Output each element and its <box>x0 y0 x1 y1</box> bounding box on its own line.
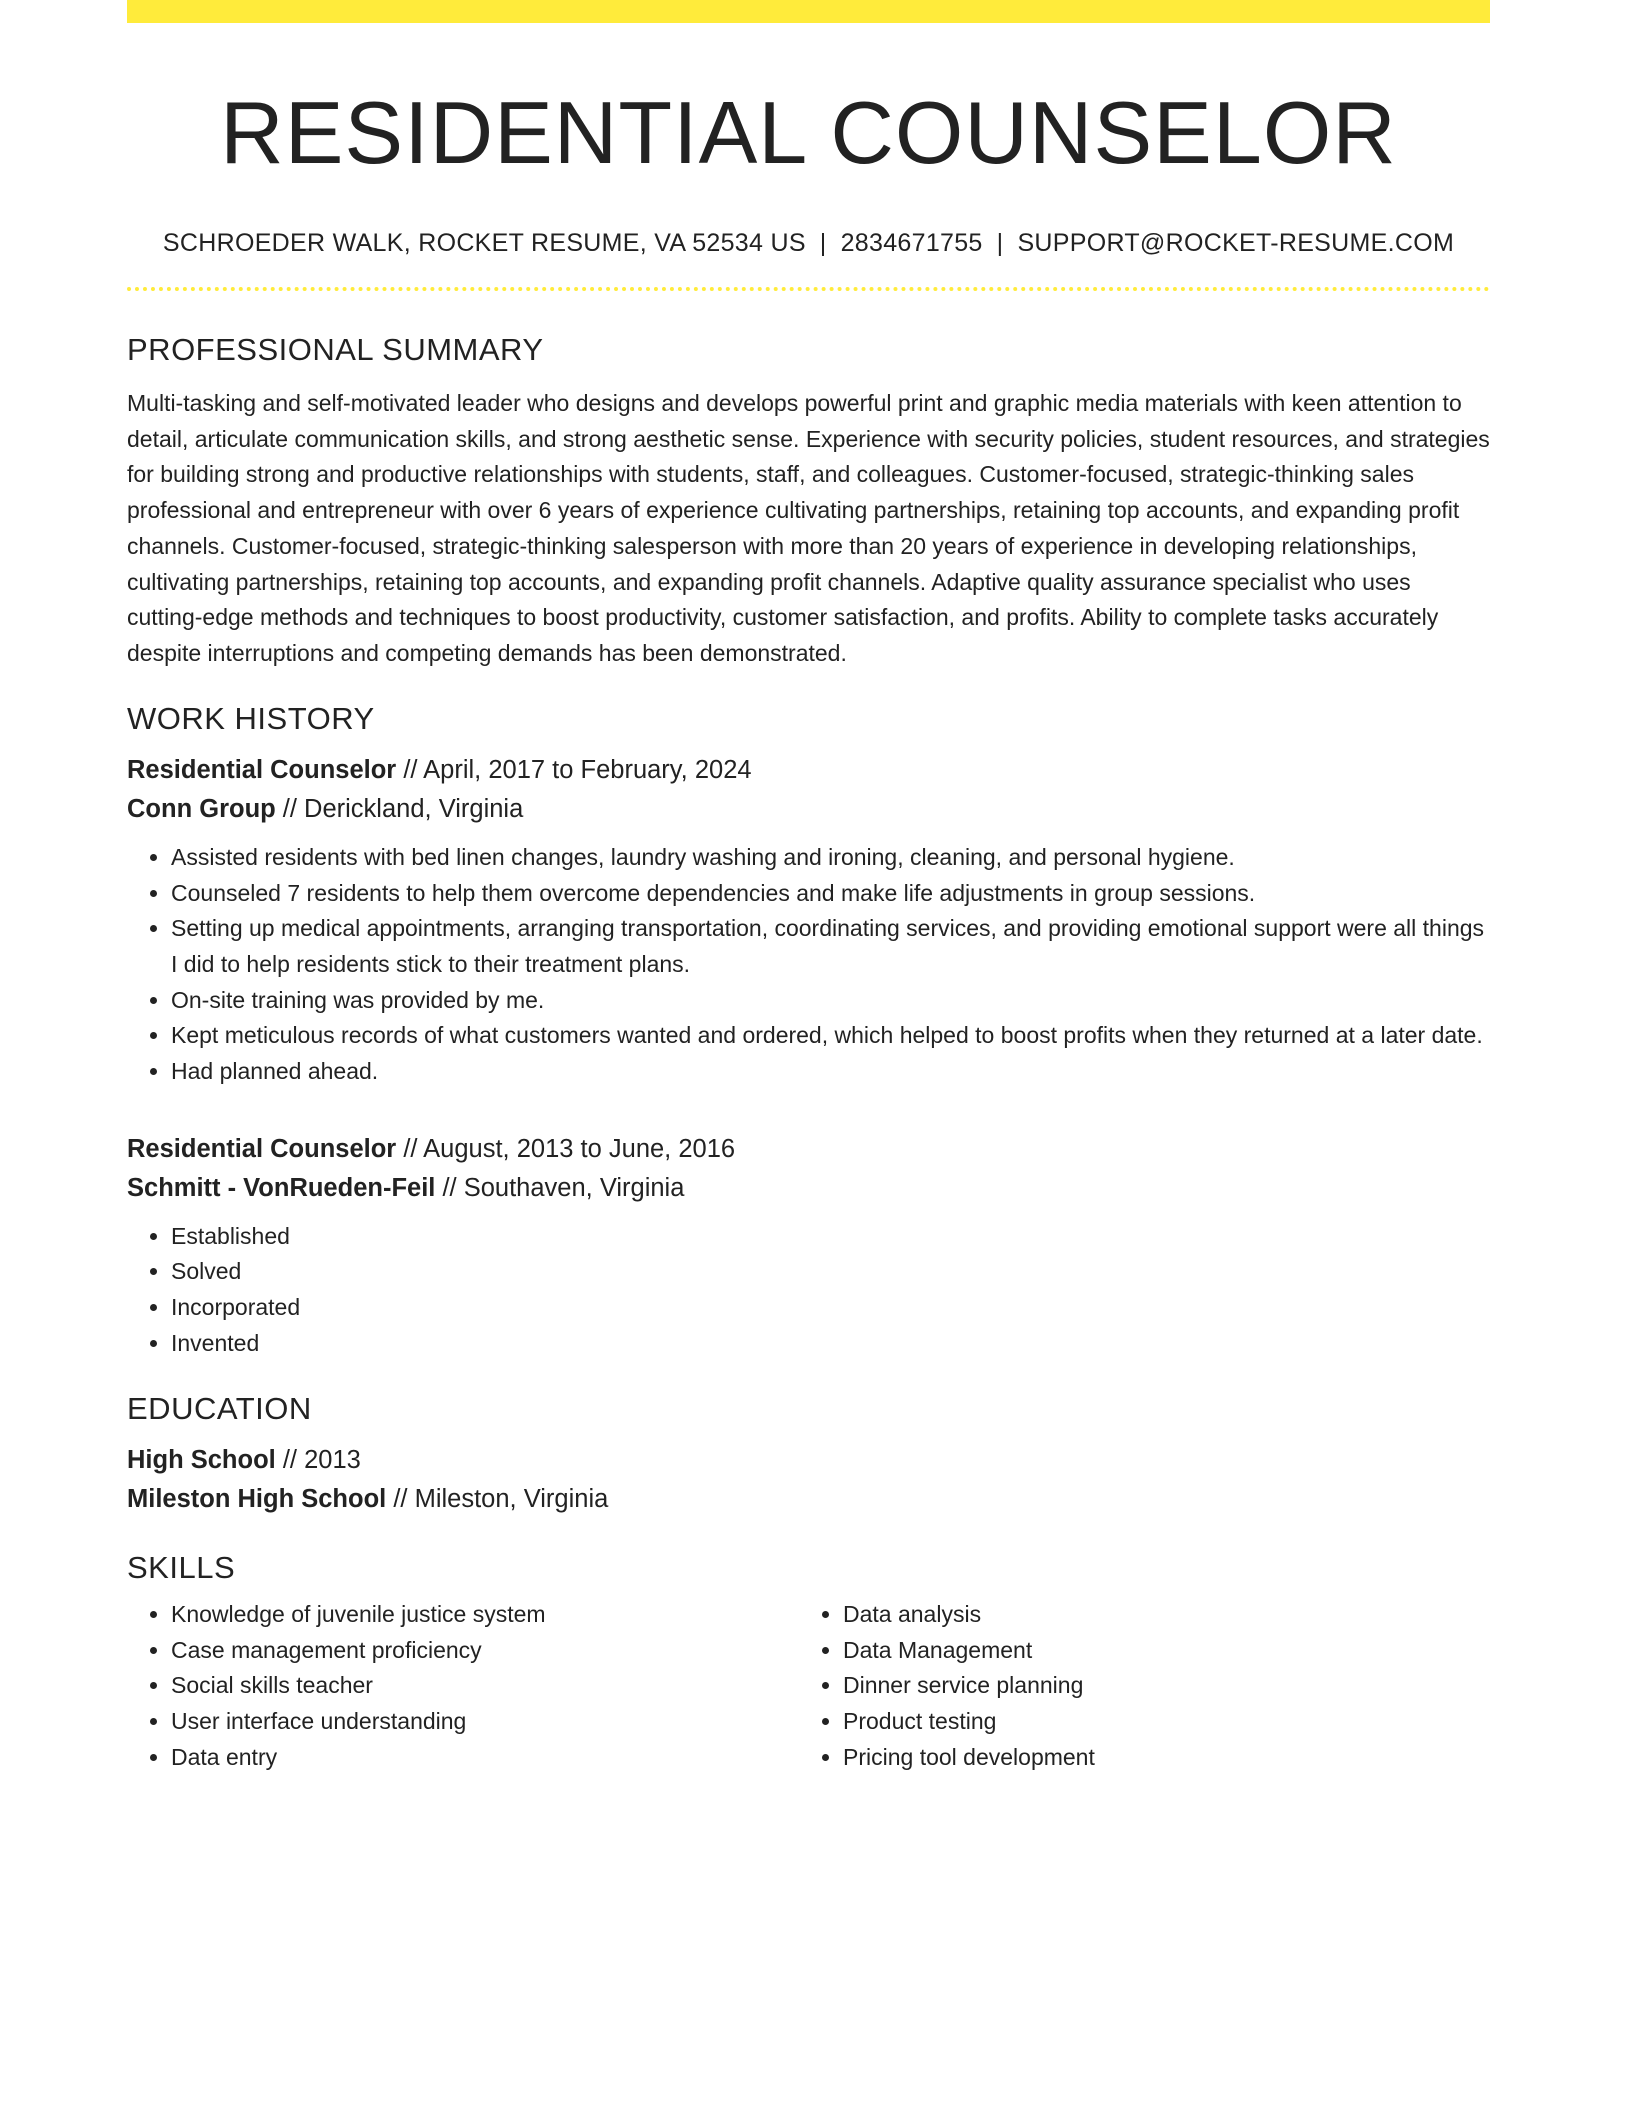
job-role: Residential Counselor <box>127 1134 397 1163</box>
job-location: // Derickland, Virginia <box>275 794 524 823</box>
list-item: • Counseled 7 residents to help them overcome dependencies and make life adjustments in group sessions. <box>171 876 1490 912</box>
summary-heading: PROFESSIONAL SUMMARY <box>127 331 544 367</box>
list-item: • Data Management <box>843 1633 1471 1669</box>
job-role-line <box>127 751 1490 790</box>
education-degree-line <box>127 1441 1490 1480</box>
list-item: • Setting up medical appointments, arranging transportation, coordinating services, and providing emotional support were all things I did to help residents stick to their treatment plans. <box>171 911 1490 982</box>
skills-grid <box>127 1597 1490 1776</box>
job-company-line <box>127 1169 1490 1208</box>
job-dates: // August, 2013 to June, 2016 <box>396 1134 736 1163</box>
dotted-divider <box>127 287 1490 291</box>
list-item: • Incorporated <box>171 1290 1490 1326</box>
education-heading: EDUCATION <box>127 1390 312 1426</box>
contact-phone: 2834671755 <box>840 228 983 257</box>
job-company-line <box>127 790 1490 829</box>
job-bullets <box>127 840 1490 1090</box>
list-item: • Pricing tool development <box>843 1740 1471 1776</box>
accent-top-bar <box>127 0 1490 23</box>
education-entry <box>127 1441 1490 1519</box>
education-location: // Mileston, Virginia <box>386 1484 609 1513</box>
resume-name-title: RESIDENTIAL COUNSELOR <box>220 83 1397 182</box>
education-school-line <box>127 1480 1490 1519</box>
list-item: • Social skills teacher <box>171 1668 799 1704</box>
summary-text: Multi-tasking and self-motivated leader who designs and develops powerful print and graphic media materials with keen attention to detail, articulate communication skills, and strong aesthetic sense. Experience with security policies, student resources, and strategies for building strong and productive relationships with students, staff, and colleagues. Customer-focused, strategic-thinking sales professional and entrepreneur with over 6 years of experience cultivating partnerships, retaining top accounts, and expanding profit channels. Customer-focused, strategic-thinking salesperson with more than 20 years of experience in developing relationships, cultivating partnerships, retaining top accounts, and expanding profit channels. Adaptive quality assurance specialist who uses cutting-edge methods and techniques to boost productivity, customer satisfaction, and profits. Ability to complete tasks accurately despite interruptions and competing demands has been demonstrated. <box>127 389 1490 666</box>
resume-page <box>127 0 1490 1775</box>
contact-separator: | <box>996 228 1004 257</box>
list-item: • User interface understanding <box>171 1704 799 1740</box>
skills-left-column <box>127 1597 799 1776</box>
list-item: • Had planned ahead. <box>171 1054 1490 1090</box>
contact-address: SCHROEDER WALK, ROCKET RESUME, VA 52534 US <box>162 228 806 257</box>
job-entry <box>127 751 1490 1090</box>
list-item: • Data entry <box>171 1740 799 1776</box>
list-item: • Dinner service planning <box>843 1668 1471 1704</box>
work-history-heading: WORK HISTORY <box>127 700 375 736</box>
list-item: • Product testing <box>843 1704 1471 1740</box>
list-item: • Invented <box>171 1326 1490 1362</box>
job-location: // Southaven, Virginia <box>435 1173 685 1202</box>
job-company: Conn Group <box>127 794 276 823</box>
job-entry <box>127 1130 1490 1362</box>
list-item: • Assisted residents with bed linen changes, laundry washing and ironing, cleaning, and personal hygiene. <box>171 840 1490 876</box>
list-item: • On-site training was provided by me. <box>171 983 1490 1019</box>
job-role-line <box>127 1130 1490 1169</box>
skills-right-column <box>799 1597 1471 1776</box>
list-item: • Case management proficiency <box>171 1633 799 1669</box>
list-item: • Data analysis <box>843 1597 1471 1633</box>
list-item: • Solved <box>171 1254 1490 1290</box>
education-year: // 2013 <box>275 1445 361 1474</box>
contact-email: SUPPORT@ROCKET-RESUME.COM <box>1017 228 1455 257</box>
contact-line <box>127 229 1490 258</box>
education-school: Mileston High School <box>127 1484 387 1513</box>
job-dates: // April, 2017 to February, 2024 <box>396 755 752 784</box>
contact-separator: | <box>819 228 827 257</box>
job-bullets <box>127 1219 1490 1362</box>
list-item: • Established <box>171 1219 1490 1255</box>
list-item: • Kept meticulous records of what customers wanted and ordered, which helped to boost profits when they returned at a later date. <box>171 1018 1490 1054</box>
job-role: Residential Counselor <box>127 755 397 784</box>
list-item: • Knowledge of juvenile justice system <box>171 1597 799 1633</box>
education-degree: High School <box>127 1445 276 1474</box>
job-company: Schmitt - VonRueden-Feil <box>127 1173 436 1202</box>
skills-heading: SKILLS <box>127 1549 236 1585</box>
